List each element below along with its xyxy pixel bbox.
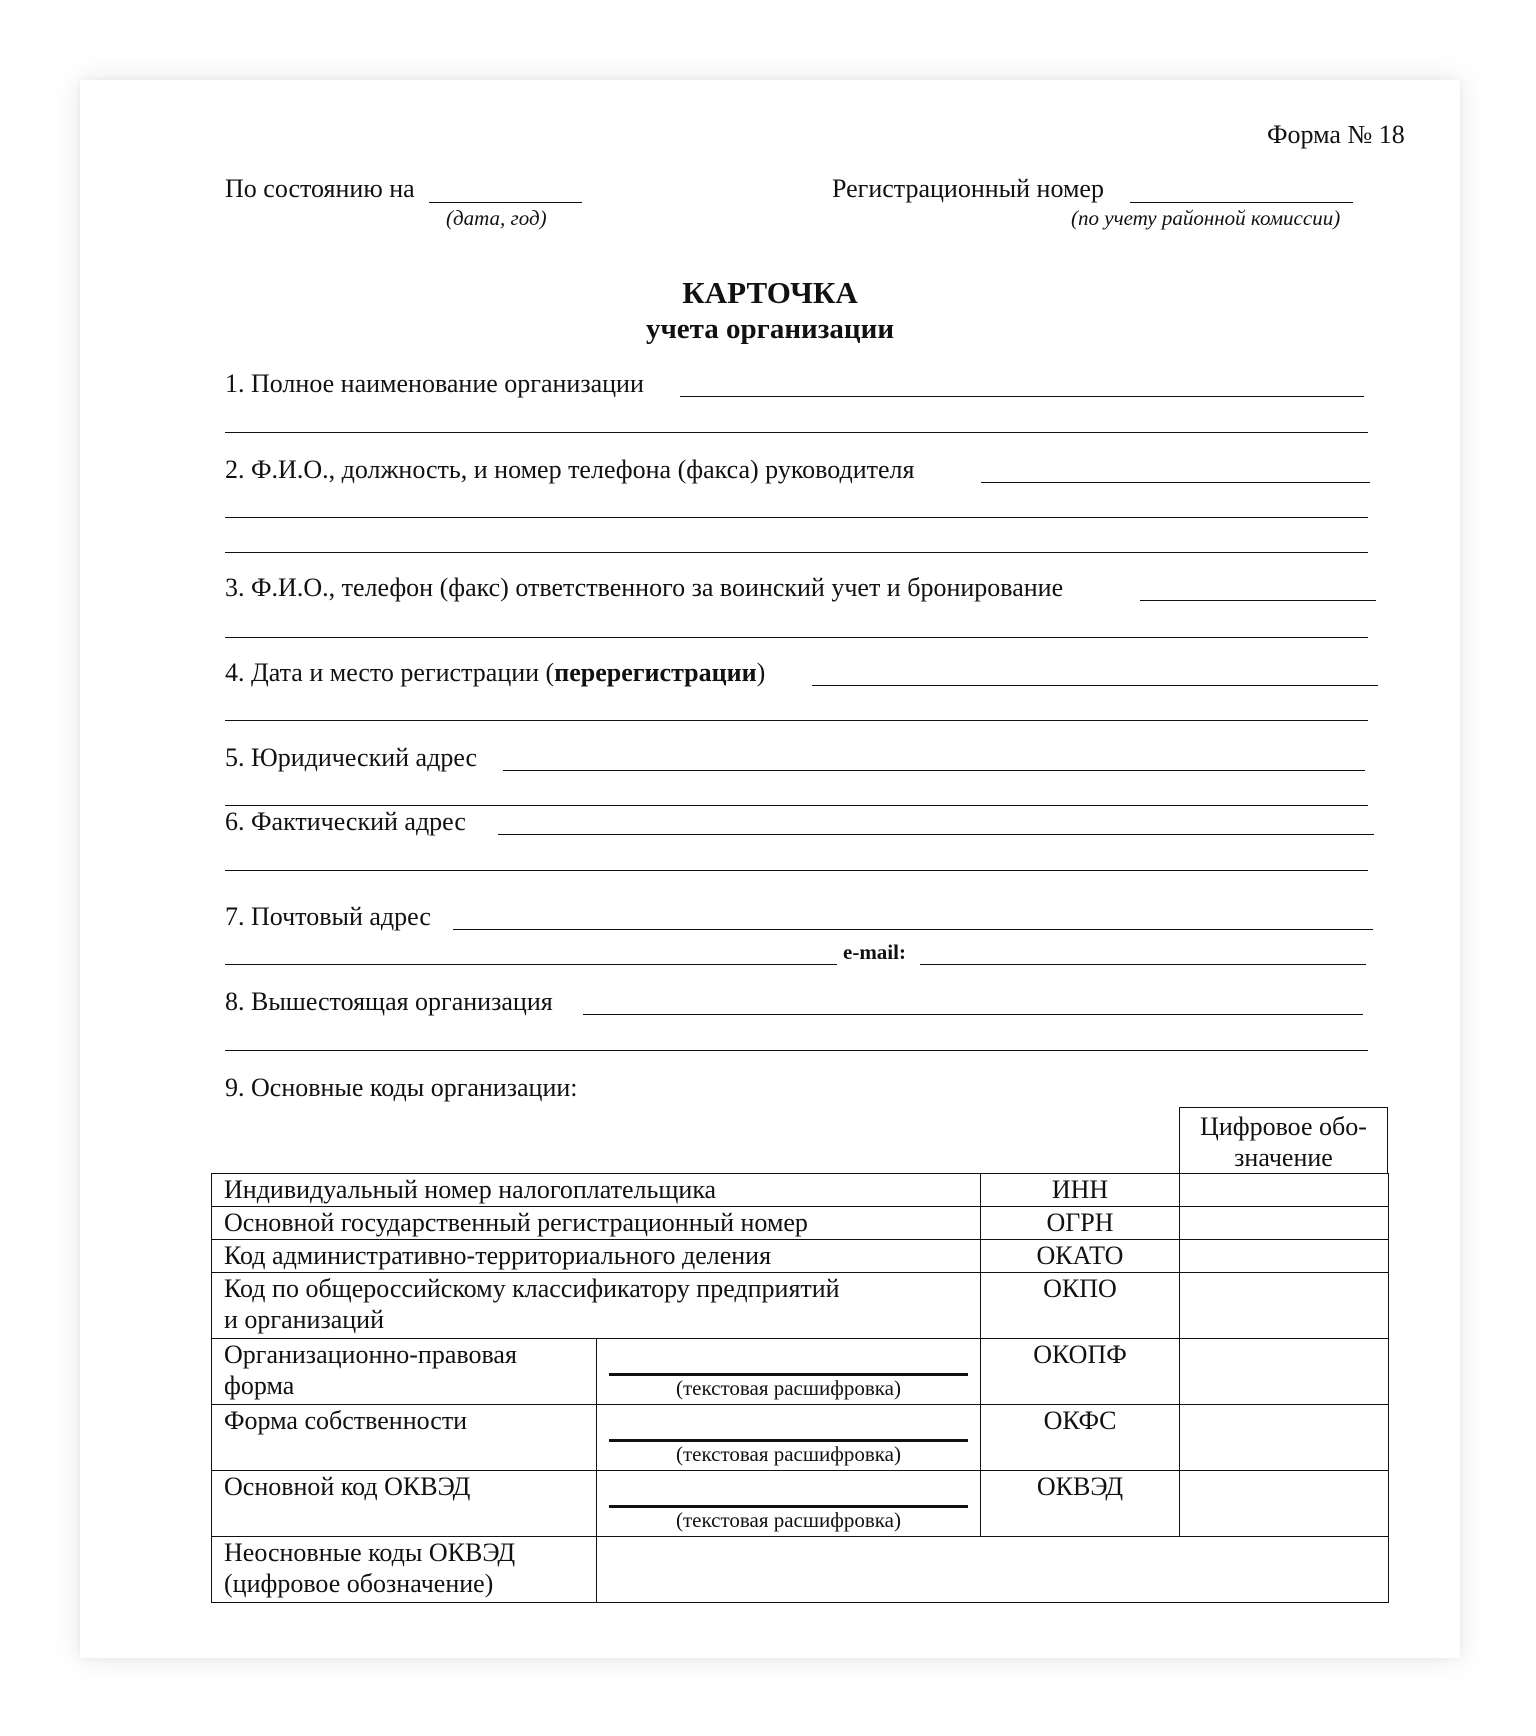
form-sheet [80,80,1460,1658]
field-registration-label [225,658,765,688]
code-abbr-okved: ОКВЭД [981,1471,1180,1537]
reg-number-field[interactable] [1130,202,1353,203]
field-registration-line2[interactable] [225,720,1368,721]
code-value-okopf[interactable] [1180,1339,1389,1405]
code-value-ogrn[interactable] [1180,1207,1389,1240]
code-label-okved-secondary-l1: Неосновные коды ОКВЭД [224,1538,516,1567]
code-decode-okopf[interactable] [597,1339,981,1405]
table-row [212,1240,1389,1273]
codes-section-title: 9. Основные коды организации: [225,1073,578,1102]
field-legal-address-input[interactable] [503,770,1365,771]
field-actual-address-line2[interactable] [225,870,1368,871]
code-value-okved[interactable] [1180,1471,1389,1537]
card-subtitle: учета организации [645,313,895,345]
form-number: Форма № 18 [1267,120,1405,149]
field-parent-org [225,987,1460,1019]
field-actual-address-input[interactable] [498,834,1374,835]
code-label-okved: Основной код ОКВЭД [212,1471,597,1537]
code-label-ogrn: Основной государственный регистрационный номер [212,1207,981,1240]
code-value-okved-secondary[interactable] [597,1537,1389,1603]
table-row [212,1339,1389,1405]
field-registration-label-a: 4. Дата и место регистрации ( [225,658,555,687]
table-row [212,1174,1389,1207]
code-value-okpo[interactable] [1180,1273,1389,1339]
code-label-okpo-l2: и организаций [224,1305,384,1334]
decode-caption: (текстовая расшифровка) [675,1442,902,1466]
table-row [212,1207,1389,1240]
code-abbr-ogrn: ОГРН [981,1207,1180,1240]
field-full-name-line2[interactable] [225,432,1368,433]
code-abbr-okpo: ОКПО [981,1273,1180,1339]
code-abbr-inn: ИНН [981,1174,1180,1207]
field-legal-address-line2[interactable] [225,805,1368,806]
field-head-info [225,455,1460,487]
code-label-okved-secondary [212,1537,597,1603]
code-label-okfs: Форма собственности [212,1405,597,1471]
code-value-inn[interactable] [1180,1174,1389,1207]
code-decode-okfs[interactable] [597,1405,981,1471]
codes-table [211,1173,1389,1603]
card-title: КАРТОЧКА [682,275,858,310]
as-of-hint: (дата, год) [446,206,547,230]
email-field[interactable] [920,964,1366,965]
field-military-registration-label: 3. Ф.И.О., телефон (факс) ответственного за воинский учет и бронирование [225,573,1064,602]
field-military-registration [225,573,1460,605]
field-full-name-input[interactable] [680,396,1364,397]
code-label-okpo-l1: Код по общероссийскому классификатору предприятий [224,1274,840,1303]
table-row [212,1405,1389,1471]
code-label-okpo [212,1273,981,1339]
field-registration [225,658,1460,690]
code-label-inn: Индивидуальный номер налогоплательщика [212,1174,981,1207]
code-label-okopf [212,1339,597,1405]
field-head-info-input[interactable] [981,482,1370,483]
table-row [212,1273,1389,1339]
reg-number-label: Регистрационный номер [832,174,1104,203]
field-postal-address-line2[interactable] [225,964,837,965]
decode-caption: (текстовая расшифровка) [675,1376,902,1400]
field-military-registration-line2[interactable] [225,637,1368,638]
code-abbr-okato: ОКАТО [981,1240,1180,1273]
field-actual-address-label: 6. Фактический адрес [225,807,466,836]
field-parent-org-line2[interactable] [225,1050,1368,1051]
field-registration-input[interactable] [812,685,1378,686]
field-legal-address-label: 5. Юридический адрес [225,743,478,772]
reg-number-hint: (по учету районной комиссии) [1071,206,1341,230]
as-of-label: По состоянию на [225,174,415,203]
field-parent-org-input[interactable] [583,1014,1363,1015]
codes-value-header [1179,1107,1388,1173]
field-military-registration-input[interactable] [1140,600,1376,601]
field-legal-address [225,743,1460,775]
field-postal-address [225,902,1460,934]
as-of-date-field[interactable] [429,202,582,203]
codes-value-header-l1: Цифровое обо- [1200,1112,1367,1141]
field-head-info-line2[interactable] [225,517,1368,518]
code-label-okopf-l2: форма [224,1371,295,1400]
field-parent-org-label: 8. Вышестоящая организация [225,987,553,1016]
field-full-name-label: 1. Полное наименование организации [225,369,644,398]
field-postal-address-label: 7. Почтовый адрес [225,902,431,931]
field-registration-label-c: ) [756,658,766,687]
email-label: e-mail: [843,940,906,964]
code-label-okato: Код административно-территориального деления [212,1240,981,1273]
code-value-okfs[interactable] [1180,1405,1389,1471]
field-registration-label-bold: перерегистрации [554,658,757,687]
code-abbr-okopf: ОКОПФ [981,1339,1180,1405]
code-abbr-okfs: ОКФС [981,1405,1180,1471]
decode-caption: (текстовая расшифровка) [675,1508,902,1532]
code-label-okved-secondary-l2: (цифровое обозначение) [224,1569,494,1598]
field-full-name [225,369,1460,401]
codes-value-header-l2: значение [1234,1143,1333,1172]
field-actual-address [225,807,1460,839]
code-decode-okved[interactable] [597,1471,981,1537]
code-value-okato[interactable] [1180,1240,1389,1273]
table-row [212,1537,1389,1603]
field-head-info-line3[interactable] [225,552,1368,553]
field-head-info-label: 2. Ф.И.О., должность, и номер телефона (факса) руководителя [225,455,915,484]
table-row [212,1471,1389,1537]
field-postal-address-input[interactable] [453,929,1373,930]
code-label-okopf-l1: Организационно-правовая [224,1340,517,1369]
